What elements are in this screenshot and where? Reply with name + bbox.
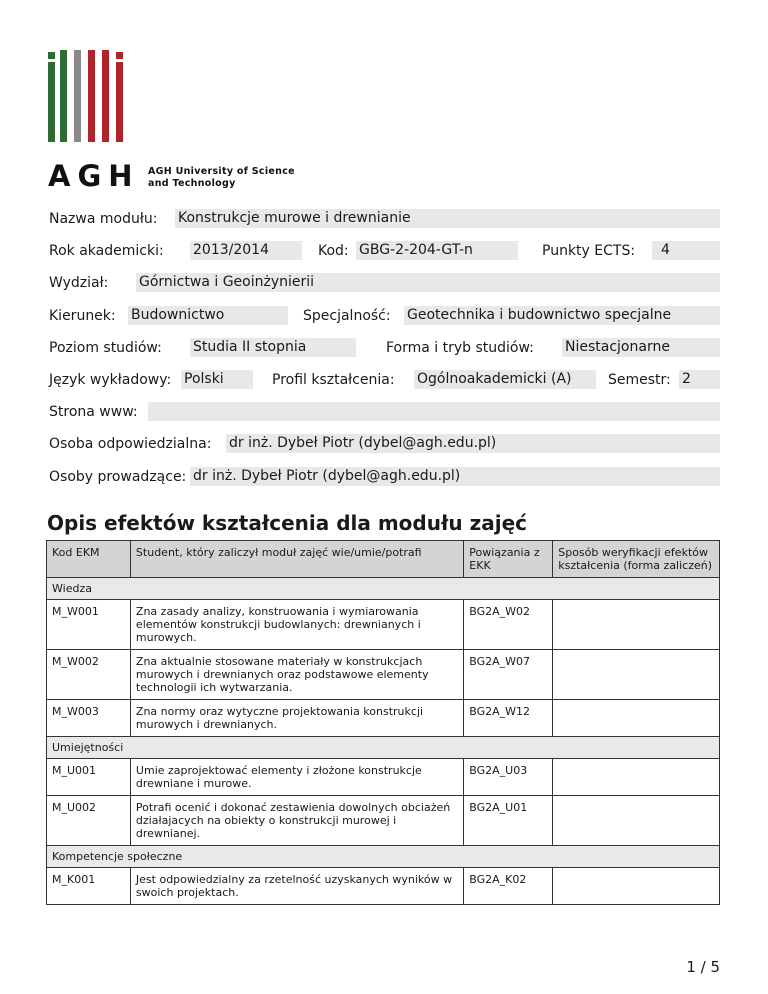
semestr-label: Semestr: xyxy=(608,372,671,388)
nazwa-label: Nazwa modułu: xyxy=(49,211,158,227)
prowadzace-label: Osoby prowadzące: xyxy=(49,469,187,485)
row-weryf xyxy=(553,650,720,700)
row-desc: Umie zaprojektować elementy i złożone konstrukcje drewniane i murowe. xyxy=(130,759,463,796)
ekm-table xyxy=(46,540,720,905)
row-code: M_K001 xyxy=(47,868,131,905)
header-powiazania: Powiązania z EKK xyxy=(464,541,553,578)
row-desc: Zna normy oraz wytyczne projektowania konstrukcji murowych i drewnianych. xyxy=(130,700,463,737)
logo-bar xyxy=(60,50,67,142)
logo-bar xyxy=(116,62,123,142)
nazwa-value: Konstrukcje murowe i drewnianie xyxy=(175,209,720,228)
row-ekk: BG2A_W07 xyxy=(464,650,553,700)
jezyk-label: Język wykładowy: xyxy=(49,372,172,388)
kierunek-value: Budownictwo xyxy=(128,306,288,325)
row-ekk: BG2A_U03 xyxy=(464,759,553,796)
row-ekk: BG2A_K02 xyxy=(464,868,553,905)
poziom-value: Studia II stopnia xyxy=(190,338,356,357)
table-row xyxy=(47,650,720,700)
logo-bar xyxy=(88,50,95,142)
poziom-label: Poziom studiów: xyxy=(49,340,162,356)
kod-label: Kod: xyxy=(318,243,349,259)
row-desc: Zna zasady analizy, konstruowania i wymiarowania elementów konstrukcji budowlanych: drewnianych i murowych. xyxy=(130,600,463,650)
profil-label: Profil kształcenia: xyxy=(272,372,395,388)
page-number: 1 / 5 xyxy=(686,958,720,976)
table-row xyxy=(47,796,720,846)
osoba-label: Osoba odpowiedzialna: xyxy=(49,436,212,452)
row-code: M_U001 xyxy=(47,759,131,796)
specjalnosc-value: Geotechnika i budownictwo specjalne xyxy=(404,306,720,325)
forma-label: Forma i tryb studiów: xyxy=(386,340,534,356)
forma-value: Niestacjonarne xyxy=(562,338,720,357)
row-desc: Zna aktualnie stosowane materiały w konstrukcjach murowych i drewnianych oraz podstawowe elementy technologii ich wytwarzania. xyxy=(130,650,463,700)
www-label: Strona www: xyxy=(49,404,138,420)
row-weryf xyxy=(553,796,720,846)
logo-square xyxy=(116,52,123,59)
table-row xyxy=(47,868,720,905)
semestr-value: 2 xyxy=(679,370,720,389)
prowadzace-value: dr inż. Dybeł Piotr (dybel@agh.edu.pl) xyxy=(190,467,720,486)
wydzial-label: Wydział: xyxy=(49,275,109,291)
table-row xyxy=(47,600,720,650)
table-row xyxy=(47,759,720,796)
logo-subtitle-line2: and Technology xyxy=(148,178,236,189)
kod-value: GBG-2-204-GT-n xyxy=(356,241,518,260)
row-code: M_W001 xyxy=(47,600,131,650)
logo-bar xyxy=(48,62,55,142)
row-weryf xyxy=(553,759,720,796)
ects-value: 4 xyxy=(652,241,720,260)
section-kompetencje: Kompetencje społeczne xyxy=(47,846,720,868)
section-wiedza: Wiedza xyxy=(47,578,720,600)
row-desc: Jest odpowiedzialny za rzetelność uzyskanych wyników w swoich projektach. xyxy=(130,868,463,905)
row-weryf xyxy=(553,600,720,650)
row-ekk: BG2A_W12 xyxy=(464,700,553,737)
logo-square xyxy=(48,52,55,59)
row-code: M_U002 xyxy=(47,796,131,846)
header-weryfikacja: Sposób weryfikacji efektów kształcenia (forma zaliczeń) xyxy=(553,541,720,578)
logo-subtitle-line1: AGH University of Science xyxy=(148,166,295,177)
row-ekk: BG2A_U01 xyxy=(464,796,553,846)
logo-wordmark: AGH xyxy=(48,159,140,193)
section-umiejetnosci: Umiejętności xyxy=(47,737,720,759)
row-desc: Potrafi ocenić i dokonać zestawienia dowolnych obciażeń działajacych na obiekty o konstrukcji murowej i drewnianej. xyxy=(130,796,463,846)
wydzial-value: Górnictwa i Geoinżynierii xyxy=(136,273,720,292)
row-weryf xyxy=(553,868,720,905)
row-code: M_W003 xyxy=(47,700,131,737)
jezyk-value: Polski xyxy=(181,370,253,389)
logo-bar xyxy=(74,50,81,142)
rok-value: 2013/2014 xyxy=(190,241,302,260)
header-student: Student, który zaliczył moduł zajęć wie/umie/potrafi xyxy=(130,541,463,578)
row-code: M_W002 xyxy=(47,650,131,700)
kierunek-label: Kierunek: xyxy=(49,308,116,324)
table-header-row xyxy=(47,541,720,578)
profil-value: Ogólnoakademicki (A) xyxy=(414,370,596,389)
section-title: Opis efektów kształcenia dla modułu zajęć xyxy=(47,511,528,535)
table-row xyxy=(47,700,720,737)
row-weryf xyxy=(553,700,720,737)
row-ekk: BG2A_W02 xyxy=(464,600,553,650)
osoba-value: dr inż. Dybeł Piotr (dybel@agh.edu.pl) xyxy=(226,434,720,453)
www-value xyxy=(148,402,720,421)
rok-label: Rok akademicki: xyxy=(49,243,164,259)
header-kod: Kod EKM xyxy=(47,541,131,578)
specjalnosc-label: Specjalność: xyxy=(303,308,391,324)
ects-label: Punkty ECTS: xyxy=(542,243,636,259)
logo-bar xyxy=(102,50,109,142)
